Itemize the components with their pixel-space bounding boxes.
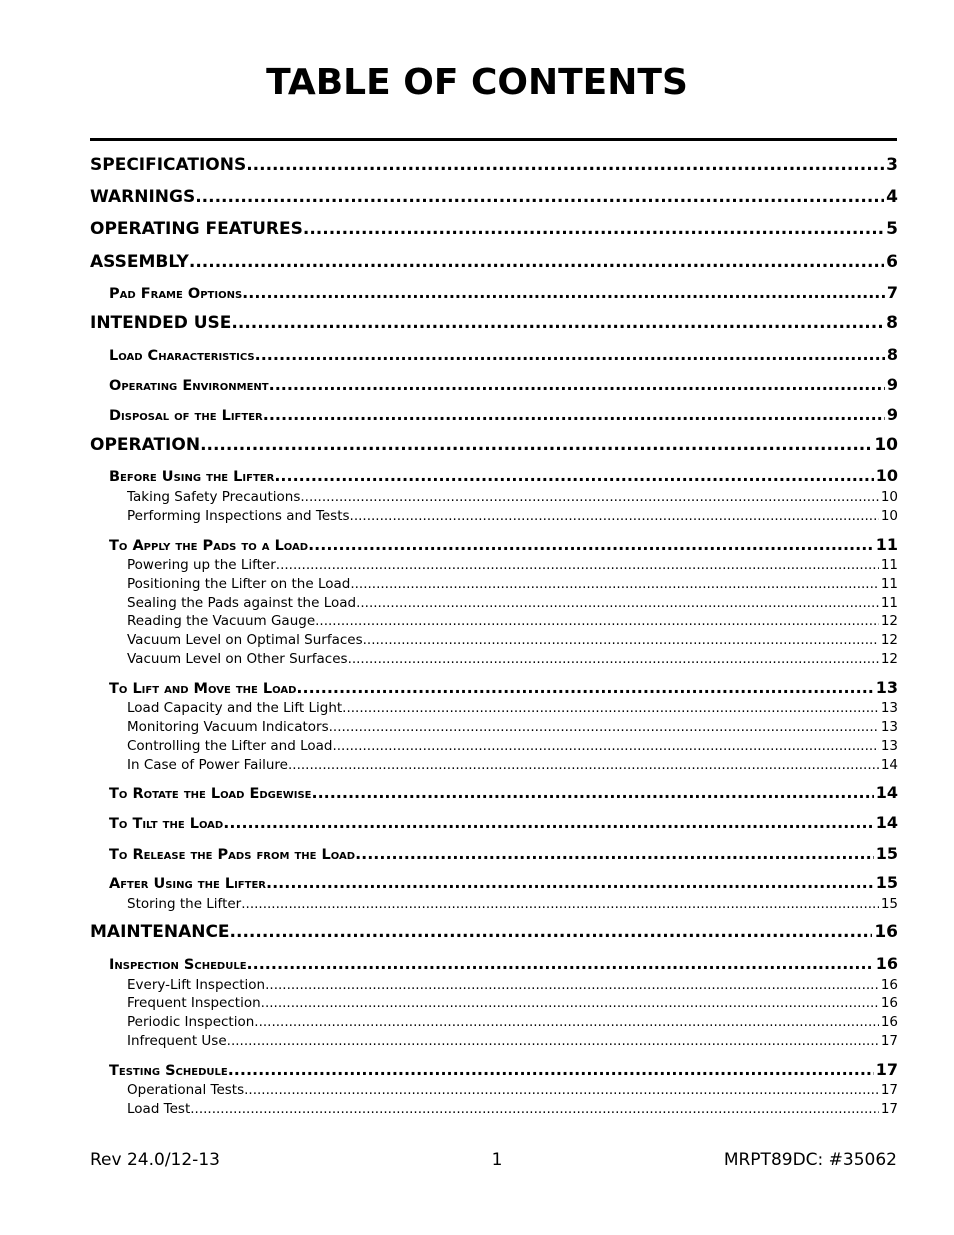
toc-entry-page-number: 4 xyxy=(886,187,898,207)
toc-entry-level-1[interactable] xyxy=(90,922,898,942)
toc-entry-level-2[interactable] xyxy=(109,873,898,892)
toc-entry-page-number: 10 xyxy=(874,435,898,455)
toc-entry-page-number: 16 xyxy=(880,995,898,1011)
toc-entry-page-number: 17 xyxy=(880,1101,898,1117)
dot-leader xyxy=(266,873,874,892)
toc-entry-page-number: 15 xyxy=(875,873,898,892)
dot-leader xyxy=(190,1101,879,1117)
dot-leader xyxy=(355,844,874,863)
toc-entry-page-number: 11 xyxy=(880,557,898,573)
toc-entry-label: ASSEMBLY xyxy=(90,252,189,272)
toc-entry-level-1[interactable] xyxy=(90,187,898,207)
toc-entry-label: Vacuum Level on Other Surfaces xyxy=(127,651,348,667)
toc-entry-page-number: 16 xyxy=(880,977,898,993)
toc-entry-page-number: 14 xyxy=(875,813,898,832)
dot-leader xyxy=(244,1082,879,1098)
toc-entry-page-number: 11 xyxy=(880,576,898,592)
toc-entry-level-2[interactable] xyxy=(109,375,898,394)
toc-entry-label: Before Using the Lifter xyxy=(109,469,275,485)
toc-entry-label: SPECIFICATIONS xyxy=(90,155,247,175)
dot-leader xyxy=(296,678,873,697)
toc-entry-label: Operating Environment xyxy=(109,378,269,394)
toc-entry-page-number: 11 xyxy=(880,595,898,611)
toc-entry-label: To Lift and Move the Load xyxy=(109,681,297,697)
toc-entry-level-1[interactable] xyxy=(90,313,898,333)
toc-entry-level-1[interactable] xyxy=(90,219,898,239)
toc-entry-label: Infrequent Use xyxy=(127,1033,227,1049)
footer-page-number: 1 xyxy=(491,1150,503,1170)
toc-entry-label: Load Characteristics xyxy=(109,348,255,364)
dot-leader xyxy=(228,1060,874,1079)
toc-entry-level-2[interactable] xyxy=(109,954,898,973)
toc-entry-level-3[interactable] xyxy=(127,1082,898,1098)
dot-leader xyxy=(303,219,884,239)
toc-entry-level-2[interactable] xyxy=(109,844,898,863)
toc-entry-page-number: 14 xyxy=(875,783,898,802)
dot-leader xyxy=(269,375,885,394)
toc-entry-label: Every-Lift Inspection xyxy=(127,977,266,993)
toc-entry-label: Periodic Inspection xyxy=(127,1014,255,1030)
toc-entry-level-3[interactable] xyxy=(127,896,898,912)
toc-entry-level-3[interactable] xyxy=(127,489,898,505)
toc-entry-level-3[interactable] xyxy=(127,613,898,629)
toc-entry-label: Vacuum Level on Optimal Surfaces xyxy=(127,632,363,648)
dot-leader xyxy=(200,435,872,455)
dot-leader xyxy=(254,1014,879,1030)
toc-entry-level-3[interactable] xyxy=(127,508,898,524)
toc-entry-label: After Using the Lifter xyxy=(109,876,266,892)
toc-entry-level-3[interactable] xyxy=(127,977,898,993)
toc-entry-page-number: 12 xyxy=(880,651,898,667)
dot-leader xyxy=(189,252,884,272)
toc-entry-label: Monitoring Vacuum Indicators xyxy=(127,719,329,735)
toc-entry-page-number: 17 xyxy=(880,1033,898,1049)
toc-entry-level-1[interactable] xyxy=(90,435,898,455)
toc-entry-level-3[interactable] xyxy=(127,738,898,754)
dot-leader xyxy=(363,632,879,648)
toc-entry-page-number: 3 xyxy=(886,155,898,175)
toc-entry-label: Operational Tests xyxy=(127,1082,245,1098)
toc-entry-label: To Apply the Pads to a Load xyxy=(109,538,309,554)
toc-entry-page-number: 16 xyxy=(874,922,898,942)
dot-leader xyxy=(265,977,879,993)
toc-entry-label: OPERATING FEATURES xyxy=(90,219,303,239)
toc-entry-level-2[interactable] xyxy=(109,783,898,802)
toc-entry-page-number: 7 xyxy=(886,283,898,302)
dot-leader xyxy=(195,187,884,207)
toc-entry-level-3[interactable] xyxy=(127,1033,898,1049)
toc-entry-level-2[interactable] xyxy=(109,405,898,424)
dot-leader xyxy=(332,738,878,754)
dot-leader xyxy=(242,283,885,302)
dot-leader xyxy=(315,613,879,629)
toc-entry-page-number: 13 xyxy=(875,678,898,697)
toc-entry-level-3[interactable] xyxy=(127,995,898,1011)
dot-leader xyxy=(255,345,885,364)
dot-leader xyxy=(356,595,879,611)
toc-entry-label: To Tilt the Load xyxy=(109,816,224,832)
dot-leader xyxy=(311,783,873,802)
toc-entry-page-number: 16 xyxy=(880,1014,898,1030)
toc-entry-page-number: 11 xyxy=(875,535,898,554)
dot-leader xyxy=(288,757,879,773)
toc-entry-label: Sealing the Pads against the Load xyxy=(127,595,357,611)
toc-entry-label: To Release the Pads from the Load xyxy=(109,847,356,863)
toc-entry-label: Testing Schedule xyxy=(109,1063,228,1079)
dot-leader xyxy=(247,954,874,973)
toc-entry-level-2[interactable] xyxy=(109,283,898,302)
toc-entry-label: Positioning the Lifter on the Load xyxy=(127,576,351,592)
toc-entry-label: Performing Inspections and Tests xyxy=(127,508,350,524)
dot-leader xyxy=(230,922,873,942)
toc-entry-level-1[interactable] xyxy=(90,252,898,272)
toc-entry-label: Inspection Schedule xyxy=(109,957,247,973)
toc-entry-page-number: 15 xyxy=(880,896,898,912)
dot-leader xyxy=(350,508,879,524)
dot-leader xyxy=(263,405,885,424)
toc-entry-page-number: 16 xyxy=(875,954,898,973)
toc-entry-label: Disposal of the Lifter xyxy=(109,408,263,424)
toc-entry-page-number: 5 xyxy=(886,219,898,239)
toc-entry-page-number: 12 xyxy=(880,632,898,648)
toc-entry-page-number: 13 xyxy=(880,700,898,716)
page-title: TABLE OF CONTENTS xyxy=(266,62,688,103)
toc-entry-level-3[interactable] xyxy=(127,632,898,648)
toc-entry-level-3[interactable] xyxy=(127,757,898,773)
footer-document-id: MRPT89DC: #35062 xyxy=(723,1150,897,1170)
toc-entry-page-number: 14 xyxy=(880,757,898,773)
toc-entry-label: Frequent Inspection xyxy=(127,995,261,1011)
toc-entry-page-number: 9 xyxy=(886,405,898,424)
toc-entry-level-2[interactable] xyxy=(109,1060,898,1079)
toc-entry-label: Reading the Vacuum Gauge xyxy=(127,613,316,629)
toc-entry-label: MAINTENANCE xyxy=(90,922,230,942)
toc-entry-label: Pad Frame Options xyxy=(109,286,243,302)
toc-entry-level-3[interactable] xyxy=(127,1014,898,1030)
dot-leader xyxy=(300,489,878,505)
toc-entry-level-2[interactable] xyxy=(109,535,898,554)
toc-entry-page-number: 8 xyxy=(886,313,898,333)
dot-leader xyxy=(342,700,879,716)
toc-entry-label: Load Capacity and the Lift Light xyxy=(127,700,343,716)
toc-entry-page-number: 10 xyxy=(880,508,898,524)
toc-entry-page-number: 17 xyxy=(880,1082,898,1098)
dot-leader xyxy=(276,557,879,573)
dot-leader xyxy=(227,1033,879,1049)
toc-entry-level-1[interactable] xyxy=(90,155,898,175)
toc-entry-label: OPERATION xyxy=(90,435,201,455)
dot-leader xyxy=(329,719,879,735)
toc-entry-label: WARNINGS xyxy=(90,187,196,207)
toc-entry-label: Powering up the Lifter xyxy=(127,557,276,573)
toc-entry-page-number: 13 xyxy=(880,719,898,735)
toc-entry-level-3[interactable] xyxy=(127,576,898,592)
toc-entry-level-2[interactable] xyxy=(109,813,898,832)
toc-entry-label: In Case of Power Failure xyxy=(127,757,288,773)
toc-entry-page-number: 6 xyxy=(886,252,898,272)
toc-entry-level-2[interactable] xyxy=(109,345,898,364)
dot-leader xyxy=(231,313,884,333)
toc-entry-page-number: 12 xyxy=(880,613,898,629)
toc-entry-level-3[interactable] xyxy=(127,719,898,735)
dot-leader xyxy=(350,576,878,592)
toc-entry-page-number: 10 xyxy=(875,466,898,485)
dot-leader xyxy=(308,535,874,554)
toc-entry-page-number: 8 xyxy=(886,345,898,364)
toc-entry-page-number: 15 xyxy=(875,844,898,863)
footer-revision: Rev 24.0/12-13 xyxy=(90,1150,220,1170)
dot-leader xyxy=(223,813,874,832)
toc-entry-page-number: 13 xyxy=(880,738,898,754)
toc-entry-page-number: 10 xyxy=(880,489,898,505)
toc-entry-level-3[interactable] xyxy=(127,700,898,716)
dot-leader xyxy=(261,995,879,1011)
toc-entry-level-3[interactable] xyxy=(127,651,898,667)
toc-entry-label: Storing the Lifter xyxy=(127,896,242,912)
dot-leader xyxy=(246,155,884,175)
toc-entry-label: Taking Safety Precautions xyxy=(127,489,301,505)
dot-leader xyxy=(274,466,873,485)
toc-entry-level-3[interactable] xyxy=(127,1101,898,1117)
dot-leader xyxy=(348,651,879,667)
toc-entry-level-2[interactable] xyxy=(109,678,898,697)
toc-entry-label: Load Test xyxy=(127,1101,191,1117)
toc-entry-level-3[interactable] xyxy=(127,557,898,573)
toc-entry-level-3[interactable] xyxy=(127,595,898,611)
toc-entry-label: INTENDED USE xyxy=(90,313,232,333)
dot-leader xyxy=(241,896,879,912)
toc-entry-label: To Rotate the Load Edgewise xyxy=(109,786,312,802)
toc-entry-level-2[interactable] xyxy=(109,466,898,485)
toc-entry-label: Controlling the Lifter and Load xyxy=(127,738,333,754)
toc-entry-page-number: 17 xyxy=(875,1060,898,1079)
toc-entry-page-number: 9 xyxy=(886,375,898,394)
